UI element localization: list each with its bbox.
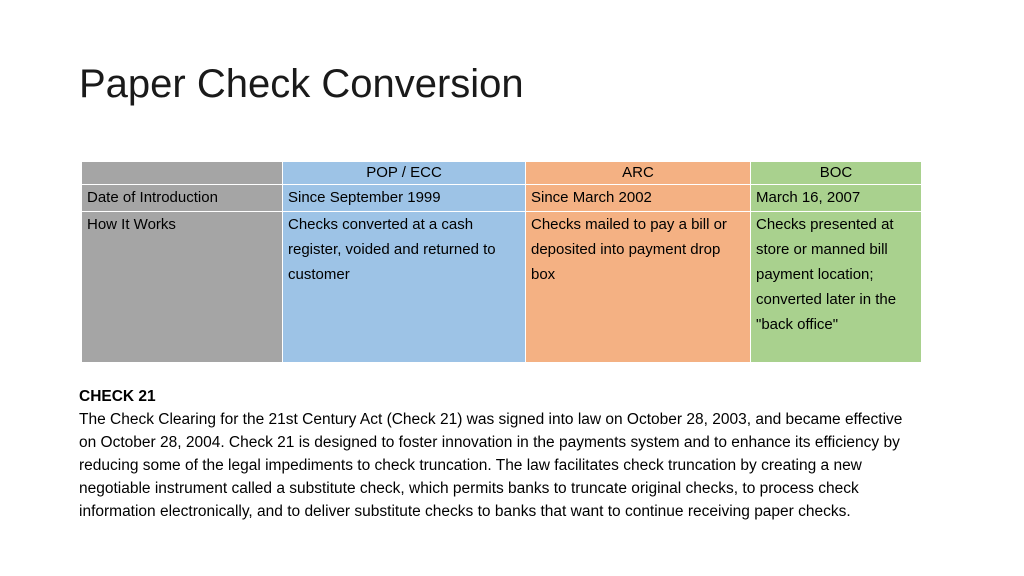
cell-boc-date: March 16, 2007 (751, 185, 922, 212)
cell-boc-how: Checks presented at store or manned bill payment location; converted later in the "back office" (751, 212, 922, 363)
header-cell-boc: BOC (751, 162, 922, 185)
cell-arc-date: Since March 2002 (526, 185, 751, 212)
cell-pop-date: Since September 1999 (283, 185, 526, 212)
table-header-row (82, 162, 922, 185)
note-heading: CHECK 21 (79, 388, 156, 405)
table-row (82, 185, 922, 212)
header-cell-pop-ecc: POP / ECC (283, 162, 526, 185)
row-label-how: How It Works (82, 212, 283, 363)
check21-note (79, 385, 919, 523)
header-cell-arc: ARC (526, 162, 751, 185)
cell-pop-how: Checks converted at a cash register, voided and returned to customer (283, 212, 526, 363)
slide-title: Paper Check Conversion (79, 62, 524, 106)
row-label-date: Date of Introduction (82, 185, 283, 212)
cell-arc-how: Checks mailed to pay a bill or deposited into payment drop box (526, 212, 751, 363)
table-row (82, 212, 922, 363)
header-cell-label (82, 162, 283, 185)
comparison-table (81, 161, 922, 363)
note-body: The Check Clearing for the 21st Century Act (Check 21) was signed into law on October 28, 2003, and became effective on October 28, 2004. Check 21 is designed to foster innovation in the payments system and to enhance its efficiency by reducing some of the legal impediments to check truncation. The law facilitates check truncation by creating a new negotiable instrument called a substitute check, which permits banks to truncate original checks, to process check information electronically, and to deliver substitute checks to banks that want to continue receiving paper checks. (79, 411, 903, 520)
